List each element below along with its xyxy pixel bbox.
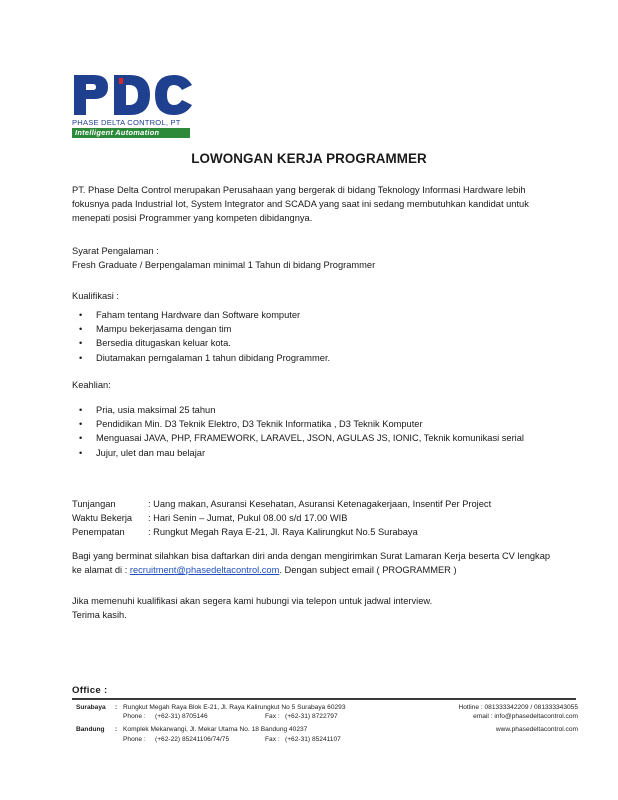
footer-email: email : info@phasedeltacontrol.com	[473, 713, 578, 721]
footer-fax-bandung: (+62-31) 85241107	[285, 735, 341, 743]
list-item-text: Faham tentang Hardware dan Software komputer	[96, 310, 301, 320]
footer-fax-label: Fax :	[265, 713, 280, 721]
list-item	[72, 417, 542, 431]
footer-phone-surabaya: (+62-31) 8705146	[155, 713, 208, 721]
footer-city-surabaya: Surabaya	[76, 704, 106, 711]
kualifikasi-list	[72, 308, 542, 365]
detail-row-tunjangan	[72, 497, 552, 511]
syarat-section	[72, 244, 552, 272]
list-item-text: Menguasai JAVA, PHP, FRAMEWORK, LARAVEL, JSON, AGULAS JS, IONIC, Teknik komunikasi serial	[96, 433, 524, 444]
footer-fax-label: Fax :	[265, 735, 280, 743]
kualifikasi-heading: Kualifikasi :	[72, 291, 120, 301]
detail-label: Tunjangan	[72, 499, 116, 509]
recruitment-email-link[interactable]: recruitment@phasedeltacontrol.com	[129, 565, 280, 576]
footer-row-surabaya-phone	[72, 712, 578, 721]
footer-hotline: Hotline : 081333342209 / 081333343055	[458, 704, 578, 711]
list-item-text: Pendidikan Min. D3 Teknik Elektro, D3 Teknik Informatika , D3 Teknik Komputer	[96, 419, 423, 430]
footer-divider	[72, 698, 576, 700]
list-item	[72, 308, 542, 322]
footer-row-surabaya-address	[72, 703, 578, 712]
detail-label: Waktu Bekerja	[72, 513, 133, 524]
bullet-icon: •	[79, 338, 83, 349]
list-item-text: Pria, usia maksimal 25 tahun	[96, 405, 216, 415]
footer-colon: :	[115, 704, 118, 711]
detail-label: Penempatan	[72, 527, 125, 538]
detail-row-penempatan	[72, 525, 552, 539]
kualifikasi-section	[72, 289, 552, 303]
bullet-icon: •	[79, 447, 83, 458]
apply-text-before: Bagi yang berminat silahkan bisa daftarkan diri anda dengan mengirimkan Surat Lamaran Kerja beserta CV lengkap ke alamat di :	[72, 551, 551, 576]
application-paragraph	[72, 549, 562, 577]
pdc-logo-mark	[72, 73, 194, 117]
bullet-icon: •	[79, 433, 83, 444]
logo-tagline: Intelligent Automation	[72, 128, 190, 138]
detail-value: : Rungkut Megah Raya E-21, Jl. Raya Kalirungkut No.5 Surabaya	[148, 527, 418, 538]
footer-row-bandung-phone	[72, 735, 578, 744]
company-logo	[72, 73, 196, 138]
footer-city-bandung: Bandung	[76, 726, 105, 734]
detail-row-waktu-bekerja	[72, 511, 552, 525]
footer-phone-label: Phone :	[123, 713, 146, 721]
detail-value: : Hari Senin – Jumat, Pukul 08.00 s/d 17.00 WIB	[148, 513, 348, 524]
intro-paragraph	[72, 183, 552, 226]
footer-website: www.phasedeltacontrol.com	[495, 726, 578, 734]
list-item-text: Bersedia ditugaskan keluar kota.	[96, 338, 231, 349]
closing-line-2: Terima kasih.	[72, 610, 127, 621]
closing-line-1: Jika memenuhi kualifikasi akan segera kami hubungi via telepon untuk jadwal interview.	[72, 596, 433, 606]
keahlian-section	[72, 378, 552, 392]
keahlian-list	[72, 403, 542, 460]
footer-phone-bandung: (+62-22) 85241106/74/75	[155, 735, 230, 743]
footer-phone-label: Phone :	[123, 735, 146, 743]
list-item-text: Jujur, ulet dan mau belajar	[96, 447, 206, 458]
footer-row-bandung-address	[72, 725, 578, 734]
syarat-text: Fresh Graduate / Berpengalaman minimal 1 Tahun di bidang Programmer	[72, 260, 376, 271]
detail-value: : Uang makan, Asuransi Kesehatan, Asuransi Ketenagakerjaan, Insentif Per Project	[148, 499, 492, 509]
footer-address-bandung: Komplek Mekarwangi, Jl. Mekar Utama No. 18 Bandung 40237	[123, 726, 308, 734]
syarat-heading: Syarat Pengalaman :	[72, 246, 159, 256]
closing-paragraph	[72, 594, 552, 622]
list-item-text: Mampu bekerjasama dengan tim	[96, 324, 232, 335]
keahlian-heading: Keahlian:	[72, 380, 111, 390]
list-item-text: Diutamakan perngalaman 1 tahun dibidang Programmer.	[96, 352, 331, 363]
bullet-icon: •	[79, 324, 83, 335]
page-title: LOWONGAN KERJA PROGRAMMER	[191, 151, 427, 166]
bullet-icon: •	[79, 352, 83, 363]
footer-contacts	[72, 703, 578, 744]
footer-colon: :	[115, 726, 118, 734]
footer-fax-surabaya: (+62-31) 8722797	[285, 713, 338, 721]
office-label: Office :	[72, 685, 108, 696]
apply-text-after: . Dengan subject email ( PROGRAMMER )	[279, 565, 457, 576]
bullet-icon: •	[79, 419, 83, 430]
list-item	[72, 446, 542, 460]
bullet-icon: •	[79, 310, 83, 320]
list-item	[72, 351, 542, 365]
list-item	[72, 431, 542, 445]
footer-address-surabaya: Rungkut Megah Raya Blok E-21, Jl. Raya Kalirungkut No 5 Surabaya 60293	[123, 704, 346, 711]
list-item	[72, 322, 542, 336]
list-item	[72, 403, 542, 417]
intro-text: PT. Phase Delta Control merupakan Perusahaan yang bergerak di bidang Teknology Informasi Hardware lebih fokusnya pada Industrial Iot, System Integrator and SCADA yang saat ini sedang membutuhkan kandidat untuk menepati posisi Programmer yang kompeten dibidangnya.	[72, 185, 529, 224]
logo-company-name: PHASE DELTA CONTROL, PT	[72, 118, 181, 127]
bullet-icon: •	[79, 405, 83, 415]
list-item	[72, 336, 542, 350]
job-details	[72, 497, 552, 540]
